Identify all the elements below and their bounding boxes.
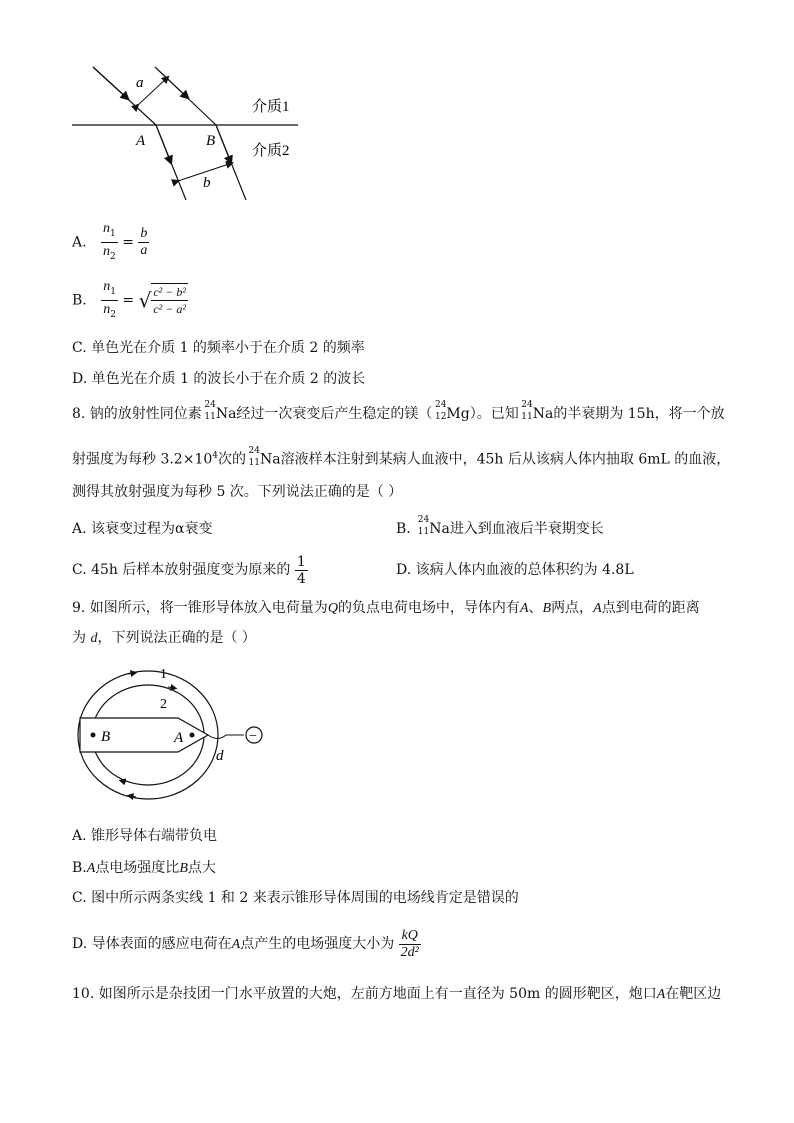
q9-option-b: B.A点电场强度比B点大 [72, 860, 216, 876]
label-1: 1 [160, 667, 167, 682]
label-2: 2 [160, 697, 167, 712]
q7-option-c: C. 单色光在介质 1 的频率小于在介质 2 的频率 [72, 340, 365, 356]
q10-line1: 10. 如图所示是杂技团一门水平放置的大炮，左前方地面上有一直径为 50m 的圆形靶区，炮口A在靶区边 [72, 986, 722, 1002]
distance-brace [208, 735, 244, 739]
q8-option-c: C. 45h 后样本放射强度变为原来的 $\frac{1}{4}$ [72, 553, 306, 587]
q8-option-b: B. 24 11 Na进入到血液后半衰期变长 [396, 515, 604, 537]
label-A: A [136, 133, 146, 149]
label-d: d [216, 748, 224, 764]
medium1-label: 介质1 [252, 99, 290, 115]
q7-option-a: A. $\frac{n_1}{n_2}$ = $\frac{b}{a}$ [72, 221, 148, 262]
label-A: A [174, 730, 184, 746]
q8-line3: 测得其放射强度为每秒 5 次。下列说法正确的是（ ） [72, 484, 403, 500]
q8-option-a: A. 该衰变过程为α衰变 [72, 521, 213, 537]
q7-option-d: D. 单色光在介质 1 的波长小于在介质 2 的波长 [72, 371, 366, 387]
label-a: a [136, 75, 144, 91]
q8-option-d: D. 该病人体内血液的总体积约为 4.8L [396, 562, 634, 578]
conductor-field-figure [68, 660, 278, 810]
q8-line1: 8. 钠的放射性同位素 24 11 Na经过一次衰变后产生稳定的镁（ 24 12 Mg）。已知 24 11 Na的半衰期为 15h，将一个放 [72, 400, 725, 422]
label-B: B [206, 133, 216, 149]
label-B: B [101, 729, 111, 745]
point-A [190, 733, 195, 738]
q9-line2: 为 d，下列说法正确的是（ ） [72, 630, 256, 646]
q9-option-c: C. 图中所示两条实线 1 和 2 来表示锥形导体周围的电场线肯定是错误的 [72, 890, 519, 906]
q9-option-d: D. 导体表面的感应电荷在A点产生的电场强度大小为 $\frac{kQ}{\text{2d²}}$ [72, 927, 419, 960]
label-b: b [203, 175, 211, 191]
q9-line1: 9. 如图所示，将一锥形导体放入电荷量为Q的负点电荷电场中，导体内有A、B两点，A点到电荷的距离 [72, 600, 700, 616]
medium2-label: 介质2 [252, 143, 290, 159]
cone-conductor [80, 718, 208, 752]
minus-sign: − [249, 729, 257, 744]
q9-option-a: A. 锥形导体右端带负电 [72, 828, 218, 844]
point-B [91, 733, 96, 738]
q7-option-b: B. $\frac{n_1}{n_2}$ = √ $\frac{\text{c² − b²}}{\text{c² − a²}}$ [72, 279, 186, 320]
refraction-figure [60, 55, 320, 210]
q8-line2: 射强度为每秒 $3.2\times 10^4$次的 24 11 Na溶液样本注射到某病人血液中，45h 后从该病人体内抽取 6mL 的血液， [72, 445, 731, 468]
